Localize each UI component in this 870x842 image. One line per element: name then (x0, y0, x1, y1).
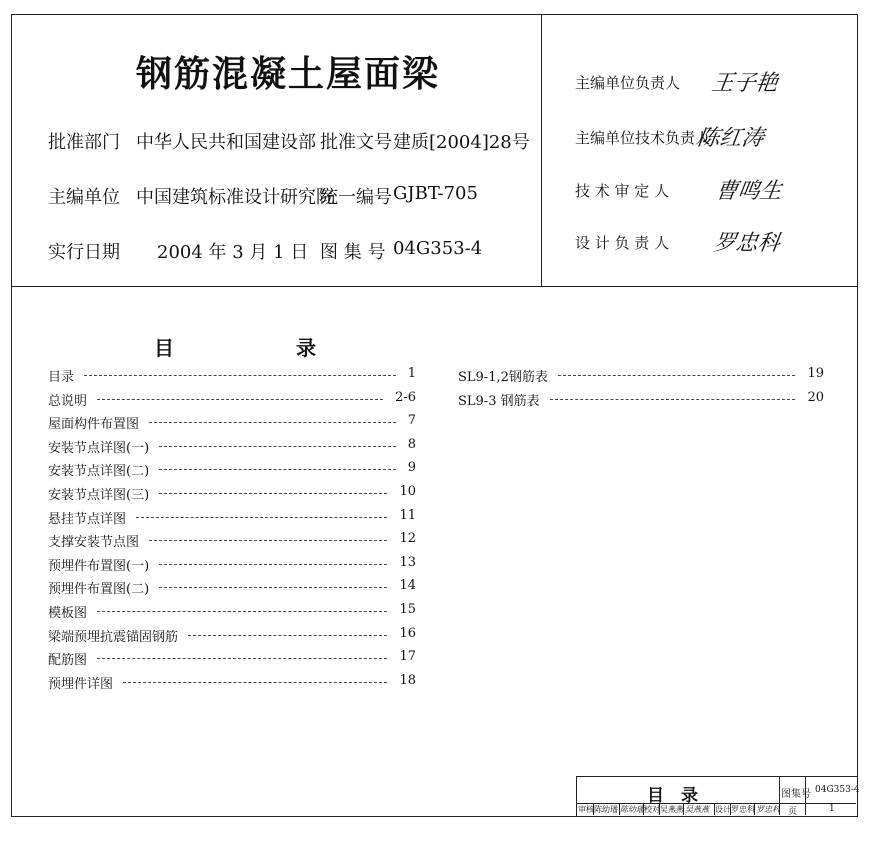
toc-row (458, 390, 826, 408)
toc-row (458, 366, 826, 384)
toc-row-label: 预埋件布置图(二) (48, 582, 150, 598)
page-title: 钢筋混凝土屋面梁 (136, 54, 441, 95)
toc-row-label: 悬挂节点详图 (48, 511, 127, 527)
title-block (576, 776, 858, 817)
approval-dept-label: 批准部门 (48, 132, 120, 153)
header-divider (11, 286, 858, 287)
toc-row-leader (558, 375, 796, 376)
signature-role-chief-editor: 主编单位负责人 (575, 74, 681, 92)
toc-row-leader (97, 658, 387, 659)
title-block-check-name: 吴燕燕 (660, 805, 684, 814)
toc-row (48, 508, 418, 526)
signature-role-tech-chief: 主编单位技术负责人 (575, 129, 711, 147)
toc-row-leader (188, 635, 387, 636)
toc-row-leader (84, 375, 396, 376)
toc-row (48, 484, 418, 502)
toc-row (48, 626, 418, 644)
toc-row-leader (149, 540, 387, 541)
toc-row-page: 13 (399, 554, 416, 570)
toc-row-page: 16 (399, 625, 416, 641)
toc-row-leader (159, 564, 387, 565)
toc-row-leader (97, 611, 387, 612)
title-block-check-label: 校对 (644, 805, 660, 814)
title-block-check-signature: 吴燕燕 (685, 805, 709, 814)
title-block-atlas-label: 图集号 (781, 789, 811, 800)
toc-row-leader (123, 682, 387, 683)
unified-no-label: 统一编号 (320, 187, 392, 208)
toc-row-leader (149, 422, 396, 423)
signature-chief-editor: 王子艳 (709, 71, 780, 96)
title-block-design-signature: 罗忠科 (756, 805, 780, 814)
toc-row-leader (159, 587, 387, 588)
toc-row-page: 10 (399, 484, 416, 499)
toc-row-label: 安装节点详图(三) (48, 488, 150, 503)
approval-doc-label: 批准文号 (320, 132, 392, 153)
title-block-review-name: 陈幼璠 (594, 805, 618, 814)
toc-row (48, 602, 418, 620)
toc-row (48, 531, 418, 549)
toc-row-label: 支撑安装节点图 (48, 535, 140, 551)
toc-row-label: 预埋件详图 (48, 676, 114, 692)
editor-unit-label: 主编单位 (48, 187, 120, 208)
toc-row (48, 437, 418, 455)
title-block-atlas-value: 04G353-4 (815, 785, 860, 795)
toc-row-label: SL9-1,2钢筋表 (458, 370, 548, 385)
toc-row (48, 555, 418, 573)
title-block-page-label: 页 (788, 807, 798, 817)
signature-divider (541, 14, 542, 286)
toc-row (48, 413, 418, 431)
toc-row-page: 14 (399, 578, 416, 594)
title-block-review-signature: 陈幼璠 (620, 805, 644, 814)
title-block-design-label: 设计 (715, 805, 731, 814)
toc-row-label: 梁端预埋抗震锚固钢筋 (48, 629, 179, 645)
signature-tech-review: 曹鸣生 (713, 179, 784, 204)
toc-row-label: 配筋图 (48, 653, 88, 669)
toc-row-label: SL9-3 钢筋表 (458, 394, 540, 409)
toc-row-page: 8 (407, 436, 416, 452)
toc-row (48, 673, 418, 691)
toc-row-leader (550, 399, 796, 400)
toc-row-page: 18 (399, 672, 416, 688)
toc-row-label: 安装节点详图(二) (48, 464, 150, 480)
toc-row-label: 预埋件布置图(一) (48, 558, 150, 574)
signature-role-tech-review: 技 术 审 定 人 (575, 182, 670, 200)
toc-row (48, 366, 418, 384)
editor-unit-value: 中国建筑标准设计研究院 (136, 187, 334, 208)
toc-row-page: 12 (399, 531, 416, 547)
toc-row-page: 17 (399, 649, 416, 665)
title-block-page-value: 1 (829, 804, 835, 814)
title-block-review-label: 审核 (578, 805, 594, 814)
toc-row-page: 20 (807, 390, 824, 405)
toc-row-leader (159, 493, 387, 494)
toc-row-leader (159, 446, 396, 447)
signature-design-chief: 罗忠科 (711, 231, 782, 256)
effective-date-label: 实行日期 (48, 242, 120, 263)
title-block-sheet-title: 目 录 (647, 786, 698, 806)
title-block-design-name: 罗忠科 (731, 805, 755, 814)
toc-row (48, 390, 418, 408)
toc-row-page: 11 (399, 507, 416, 523)
approval-doc-value: 建质[2004]28号 (393, 132, 530, 153)
atlas-no-label: 图 集 号 (320, 242, 386, 263)
toc-row-label: 屋面构件布置图 (48, 417, 140, 433)
toc-row-label: 安装节点详图(一) (48, 440, 150, 456)
toc-row-label: 模板图 (48, 606, 88, 621)
toc-row-leader (97, 399, 383, 400)
toc-row-page: 19 (807, 366, 824, 381)
approval-dept-value: 中华人民共和国建设部 (136, 132, 316, 153)
toc-row-page: 1 (407, 366, 416, 381)
toc-row-leader (159, 469, 396, 470)
toc-title-left: 目 (154, 336, 174, 360)
toc-row (48, 578, 418, 596)
toc-row-page: 7 (407, 413, 416, 429)
toc-row-label: 目录 (48, 370, 75, 385)
toc-row-page: 2-6 (395, 389, 416, 405)
effective-date-value: 2004 年 3 月 1 日 (157, 242, 309, 263)
atlas-no-value: 04G353-4 (393, 238, 483, 259)
toc-title-right: 录 (296, 336, 316, 360)
signature-tech-chief: 陈红涛 (695, 126, 766, 151)
toc-row-leader (136, 517, 387, 518)
signature-role-design-chief: 设 计 负 责 人 (575, 234, 670, 252)
toc-row-page: 9 (407, 460, 416, 476)
toc-row (48, 649, 418, 667)
unified-no-value: GJBT-705 (393, 183, 478, 204)
toc-row-label: 总说明 (48, 393, 88, 409)
toc-row (48, 460, 418, 478)
toc-row-page: 15 (399, 602, 416, 617)
